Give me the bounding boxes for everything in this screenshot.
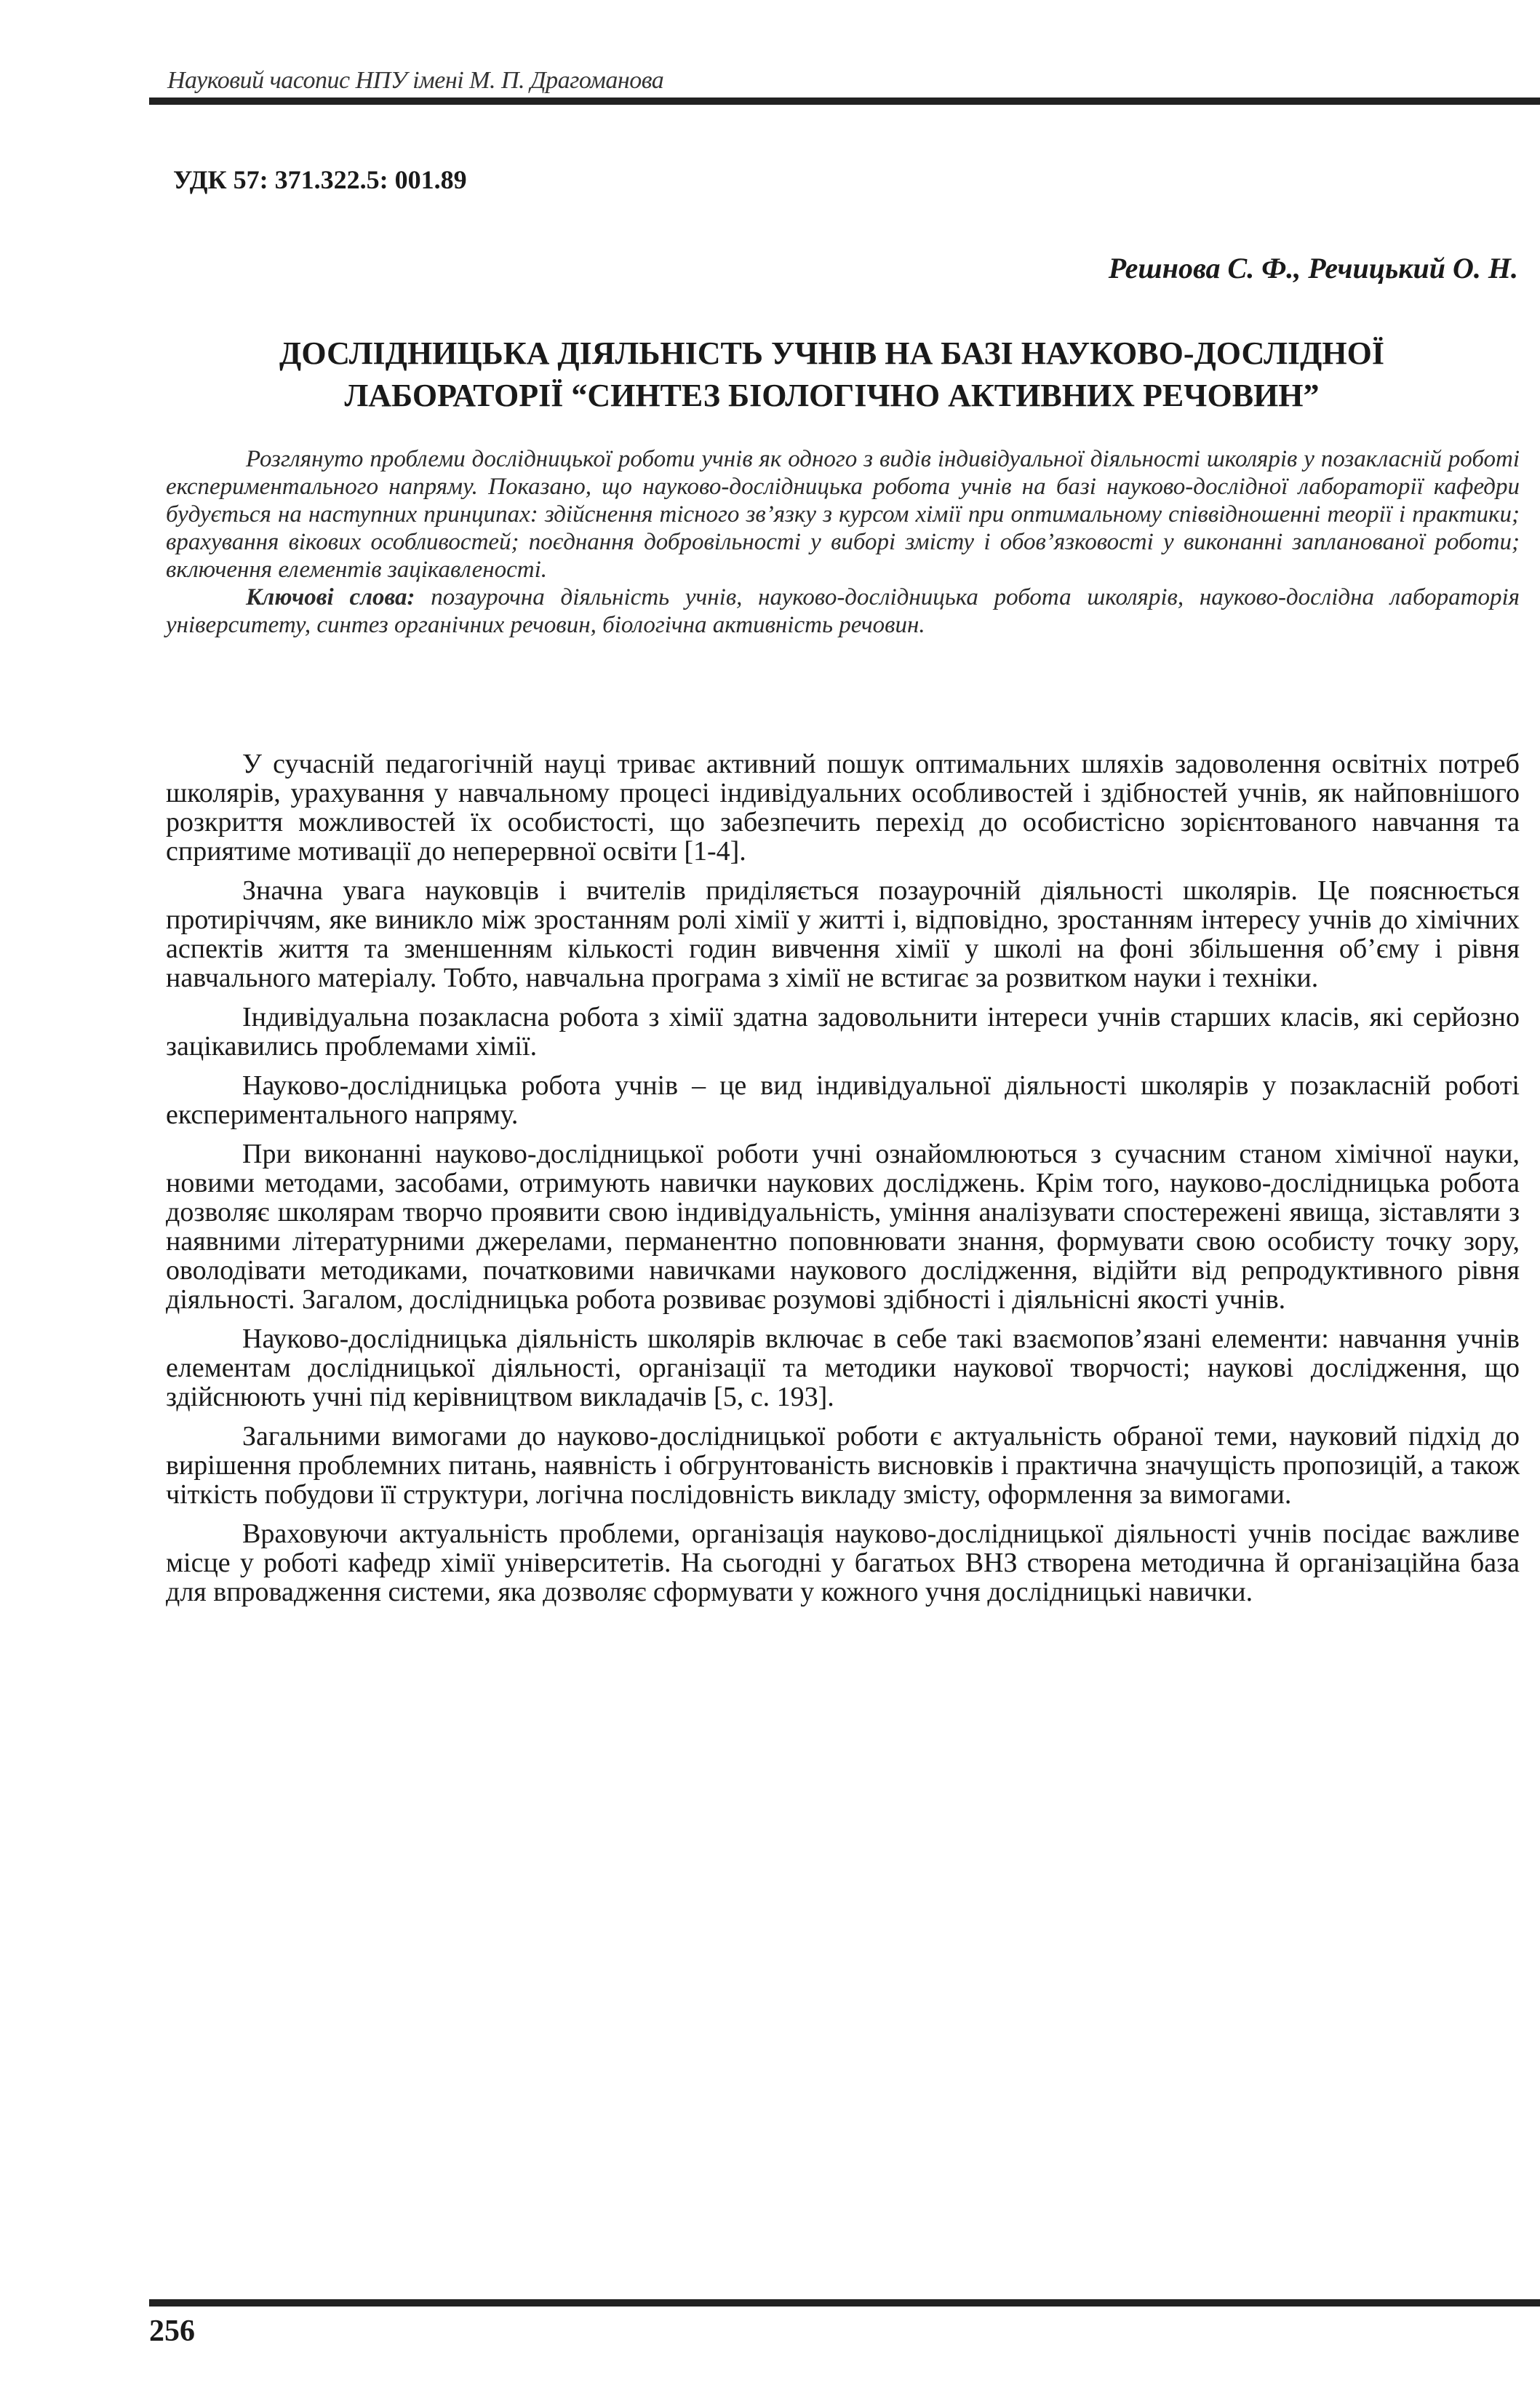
article-title: ДОСЛІДНИЦЬКА ДІЯЛЬНІСТЬ УЧНІВ НА БАЗІ НАУКОВО-ДОСЛІДНОЇ ЛАБОРАТОРІЇ “СИНТЕЗ БІОЛОГІЧНО АКТИВНИХ РЕЧОВИН” [279,335,1384,413]
article-body [166,749,1520,1617]
paragraph: Загальними вимогами до науково-дослідницької роботи є актуальність обраної теми, науковий підхід до вирішення проблемних питань, наявність і обгрунтованість висновків і практична значущість пропозицій, а також чіткість побудови її структури, логічна послідовність викладу змісту, оформлення за вимогами. [166,1421,1520,1510]
footer-rule [149,2299,1540,2307]
authors: Решнова С. Ф., Речицький О. Н. [1108,252,1518,284]
abstract [166,445,1520,639]
header-rule [149,97,1540,105]
page-number: 256 [149,2315,195,2348]
keywords-label: Ключові слова: [246,584,415,610]
paragraph: Значна увага науковців і вчителів приділяється позаурочній діяльності школярів. Це пояснюється протиріччям, яке виникло між зростанням ролі хімії у житті і, відповідно, зростанням інтересу учнів до хімічних аспектів життя та зменшенням кількості годин вивчення хімії у школі на фоні збільшення об’єму і рівня навчального матеріалу. Тобто, навчальна програма з хімії не встигає за розвитком науки і техніки. [166,875,1520,993]
running-head: Науковий часопис НПУ імені М. П. Драгоманова [167,67,664,94]
paragraph: При виконанні науково-дослідницької роботи учні ознайомлюються з сучасним станом хімічної науки, новими методами, засобами, отримують навички наукових досліджень. Крім того, науково-дослідницька робота дозволяє школярам творчо проявити свою індивідуальність, уміння аналізувати спостережені явища, зіставляти з наявними літературними джерелами, перманентно поповнювати знання, формувати свою особисту точку зору, оволодівати методиками, початковими навичками наукового дослідження, відійти від репродуктивного рівня діяльності. Загалом, дослідницька робота розвиває розумові здібності і діяльнісні якості учнів. [166,1139,1520,1315]
keywords-text: позаурочна діяльність учнів, науково-дослідницька робота школярів, науково-дослідна лабораторія університету, синтез органічних речовин, біологічна активність речовин. [166,584,1520,638]
abstract-text: Розглянуто проблеми дослідницької роботи учнів як одного з видів індивідуальної діяльності школярів у позакласній роботі експериментального напряму. Показано, що науково-дослідницька робота учнів на базі науково-дослідної лабораторії кафедри будується на наступних принципах: здійснення тісного зв’язку з курсом хімії при оптимальному співвідношенні теорії і практики; врахування вікових особливостей; поєднання добровільності у виборі змісту і обов’язковості у виконанні запланованої роботи; включення елементів зацікавленості. [166,446,1520,583]
keywords [166,584,1520,639]
paragraph: У сучасній педагогічній науці триває активний пошук оптимальних шляхів задоволення освітніх потреб школярів, урахування у навчальному процесі індивідуальних особливостей і здібностей учнів, як найповнішого розкриття можливостей їх особистості, що забезпечить перехід до особистісно зорієнтованого навчання та сприятиме мотивації до неперервної освіти [1-4]. [166,749,1520,867]
paragraph: Науково-дослідницька робота учнів – це вид індивідуальної діяльності школярів у позакласній роботі експериментального напряму. [166,1070,1520,1130]
udk-code: УДК 57: 371.322.5: 001.89 [173,165,467,194]
paragraph: Індивідуальна позакласна робота з хімії здатна задовольнити інтереси учнів старших класів, які серйозно зацікавились проблемами хімії. [166,1002,1520,1062]
paragraph: Враховуючи актуальність проблеми, організація науково-дослідницької діяльності учнів посідає важливе місце у роботі кафедр хімії університетів. На сьогодні у багатьох ВНЗ створена методична й організаційна база для впровадження системи, яка дозволяє сформувати у кожного учня дослідницькі навички. [166,1519,1520,1607]
paragraph: Науково-дослідницька діяльність школярів включає в себе такі взаємопов’язані елементи: навчання учнів елементам дослідницької діяльності, організації та методики наукової творчості; наукові дослідження, що здійснюють учні під керівництвом викладачів [5, с. 193]. [166,1324,1520,1412]
